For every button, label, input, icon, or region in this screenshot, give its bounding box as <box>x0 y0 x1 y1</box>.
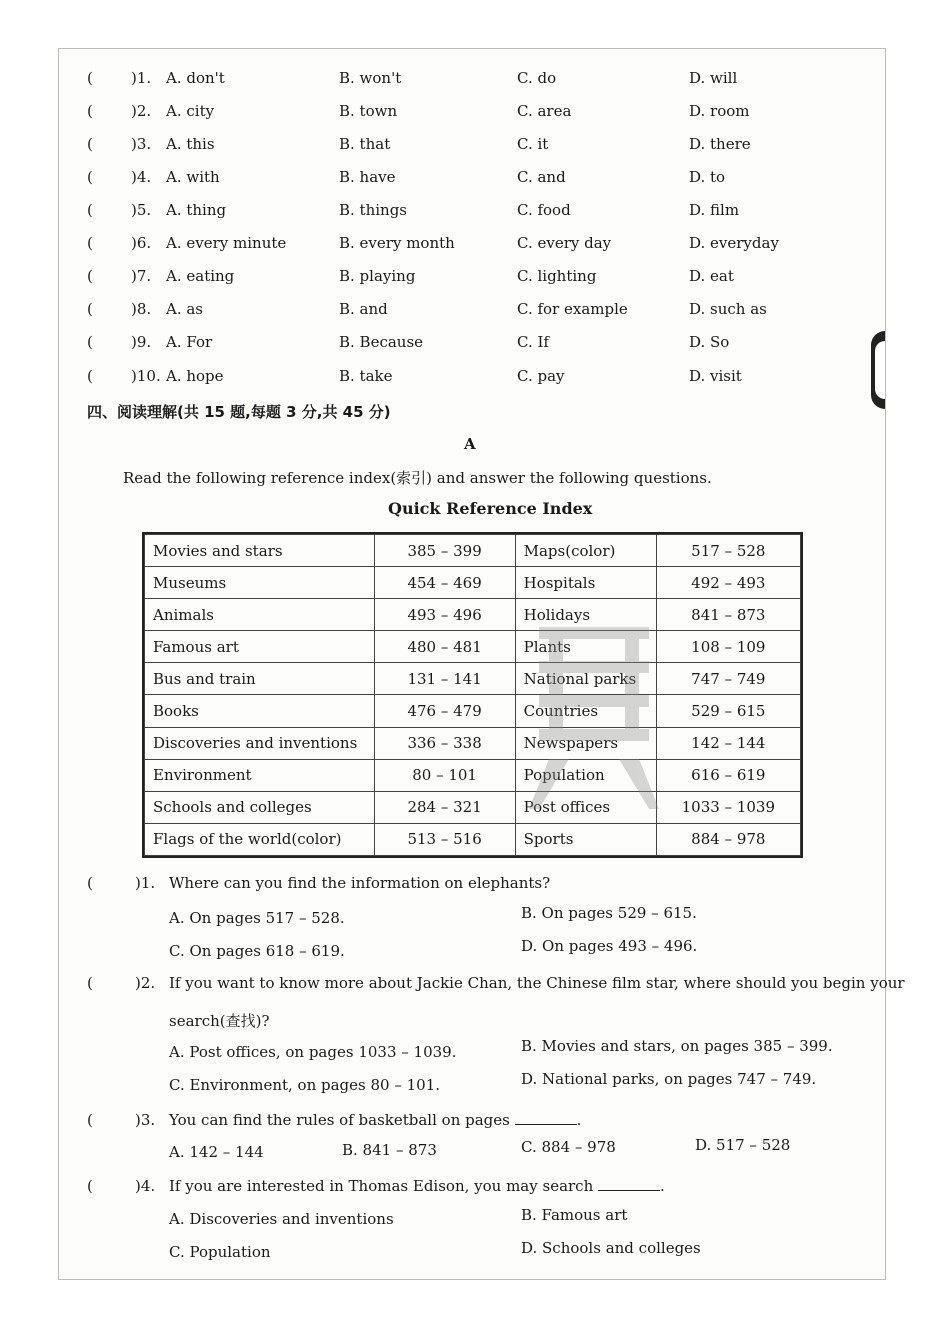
topic-cell: Hospitals <box>515 567 656 599</box>
question-number: )2. <box>135 974 156 992</box>
stem-end: . <box>660 1177 665 1195</box>
option-c: C. it <box>517 135 549 153</box>
question-stem-line <box>169 1177 665 1195</box>
question-3 <box>59 1111 885 1135</box>
pages-cell: 142 – 144 <box>656 727 800 759</box>
table-row <box>145 599 801 631</box>
option-d: D. room <box>689 102 750 120</box>
question-number: )3. <box>131 135 152 153</box>
option-c: C. On pages 618 – 619. <box>169 942 345 960</box>
pages-cell: 841 – 873 <box>656 599 800 631</box>
option-a: A. this <box>166 135 215 153</box>
option-d: D. eat <box>689 267 734 285</box>
table-row <box>145 567 801 599</box>
option-d: D. National parks, on pages 747 – 749. <box>521 1070 817 1088</box>
answer-paren: ( <box>87 333 93 351</box>
option-b: B. 841 – 873 <box>342 1141 437 1159</box>
table-row <box>145 535 801 567</box>
pages-cell: 616 – 619 <box>656 759 800 791</box>
topic-cell: Environment <box>145 759 375 791</box>
option-c: C. Population <box>169 1243 271 1261</box>
option-c: C. every day <box>517 234 612 252</box>
option-b: B. every month <box>339 234 455 252</box>
reference-index-table <box>142 532 803 858</box>
option-d: D. film <box>689 201 740 219</box>
pages-cell: 1033 – 1039 <box>656 791 800 823</box>
table-row <box>145 631 801 663</box>
pages-cell: 493 – 496 <box>374 599 515 631</box>
section-title: 四、阅读理解(共 15 题,每题 3 分,共 45 分) <box>87 403 391 421</box>
topic-cell: Discoveries and inventions <box>145 727 375 759</box>
topic-cell: National parks <box>515 663 656 695</box>
table-row <box>145 727 801 759</box>
option-a: A. every minute <box>166 234 287 252</box>
question-number: )10. <box>131 367 161 385</box>
table-title: Quick Reference Index <box>388 499 593 518</box>
answer-paren: ( <box>87 367 93 385</box>
question-number: )4. <box>131 168 152 186</box>
topic-cell: Flags of the world(color) <box>145 823 375 855</box>
option-d: D. to <box>689 168 726 186</box>
question-number: )1. <box>135 874 156 892</box>
option-a: A. 142 – 144 <box>169 1143 264 1161</box>
pages-cell: 80 – 101 <box>374 759 515 791</box>
question-stem-continued: search(查找)? <box>169 1012 270 1030</box>
topic-cell: Countries <box>515 695 656 727</box>
option-b: B. town <box>339 102 398 120</box>
topic-cell: Bus and train <box>145 663 375 695</box>
question-number: )5. <box>131 201 152 219</box>
question-stem: If you want to know more about Jackie Chan, the Chinese film star, where should you begin your <box>169 974 905 992</box>
option-b: B. Movies and stars, on pages 385 – 399. <box>521 1037 833 1055</box>
option-a: A. On pages 517 – 528. <box>169 909 345 927</box>
option-c: C. 884 – 978 <box>521 1138 616 1156</box>
option-d: D. So <box>689 333 730 351</box>
question-number: )4. <box>135 1177 156 1195</box>
topic-cell: Plants <box>515 631 656 663</box>
option-d: D. will <box>689 69 738 87</box>
answer-paren: ( <box>87 234 93 252</box>
pages-cell: 492 – 493 <box>656 567 800 599</box>
topic-cell: Maps(color) <box>515 535 656 567</box>
table-row <box>145 759 801 791</box>
option-b: B. playing <box>339 267 416 285</box>
pages-cell: 284 – 321 <box>374 791 515 823</box>
option-a: A. Discoveries and inventions <box>169 1210 394 1228</box>
question-number: )7. <box>131 267 152 285</box>
option-d: D. On pages 493 – 496. <box>521 937 698 955</box>
topic-cell: Movies and stars <box>145 535 375 567</box>
option-a: A. Post offices, on pages 1033 – 1039. <box>169 1043 457 1061</box>
answer-paren: ( <box>87 300 93 318</box>
topic-cell: Famous art <box>145 631 375 663</box>
option-a: A. eating <box>166 267 235 285</box>
option-c: C. for example <box>517 300 628 318</box>
option-c: C. area <box>517 102 572 120</box>
option-a: A. hope <box>166 367 224 385</box>
option-d: D. there <box>689 135 751 153</box>
answer-paren: ( <box>87 267 93 285</box>
answer-paren: ( <box>87 135 93 153</box>
pages-cell: 513 – 516 <box>374 823 515 855</box>
option-c: C. If <box>517 333 549 351</box>
topic-cell: Newspapers <box>515 727 656 759</box>
answer-paren: ( <box>87 69 93 87</box>
answer-paren: ( <box>87 1111 93 1129</box>
answer-paren: ( <box>87 201 93 219</box>
stem-end: . <box>576 1111 582 1129</box>
question-1 <box>59 874 885 898</box>
pages-cell: 480 – 481 <box>374 631 515 663</box>
answer-blank <box>515 1111 577 1125</box>
topic-cell: Animals <box>145 599 375 631</box>
question-2 <box>59 974 905 998</box>
option-b: B. Because <box>339 333 424 351</box>
option-a: A. with <box>166 168 220 186</box>
option-a: A. thing <box>166 201 227 219</box>
answer-paren: ( <box>87 874 93 892</box>
pages-cell: 747 – 749 <box>656 663 800 695</box>
pages-cell: 476 – 479 <box>374 695 515 727</box>
option-b: B. and <box>339 300 388 318</box>
option-b: B. take <box>339 367 393 385</box>
option-c: C. pay <box>517 367 565 385</box>
question-4 <box>59 1177 885 1201</box>
option-c: C. and <box>517 168 566 186</box>
pages-cell: 517 – 528 <box>656 535 800 567</box>
question-number: )6. <box>131 234 152 252</box>
question-stem: Where can you find the information on elephants? <box>169 874 551 892</box>
table-row <box>145 791 801 823</box>
topic-cell: Museums <box>145 567 375 599</box>
answer-paren: ( <box>87 102 93 120</box>
topic-cell: Post offices <box>515 791 656 823</box>
option-b: B. that <box>339 135 391 153</box>
pages-cell: 336 – 338 <box>374 727 515 759</box>
topic-cell: Population <box>515 759 656 791</box>
pages-cell: 131 – 141 <box>374 663 515 695</box>
option-c: C. Environment, on pages 80 – 101. <box>169 1076 441 1094</box>
option-b: B. Famous art <box>521 1206 628 1224</box>
binding-hole-icon <box>871 331 885 409</box>
pages-cell: 385 – 399 <box>374 535 515 567</box>
table-row <box>145 663 801 695</box>
option-d: D. 517 – 528 <box>695 1136 791 1154</box>
pages-cell: 884 – 978 <box>656 823 800 855</box>
question-stem: If you are interested in Thomas Edison, you may search <box>169 1177 594 1195</box>
option-b: B. won't <box>339 69 402 87</box>
exam-page <box>58 48 905 1280</box>
instruction-text: Read the following reference index(索引) and answer the following questions. <box>123 469 712 487</box>
question-stem-line <box>169 1111 581 1129</box>
question-number: )1. <box>131 69 152 87</box>
question-number: )8. <box>131 300 152 318</box>
pages-cell: 529 – 615 <box>656 695 800 727</box>
passage-letter: A <box>464 435 476 453</box>
answer-paren: ( <box>87 168 93 186</box>
question-number: )9. <box>131 333 152 351</box>
option-a: A. city <box>166 102 215 120</box>
option-b: B. On pages 529 – 615. <box>521 904 697 922</box>
table-row <box>145 695 801 727</box>
option-b: B. have <box>339 168 396 186</box>
question-stem: You can find the rules of basketball on pages <box>169 1111 510 1129</box>
answer-paren: ( <box>87 1177 93 1195</box>
table-row <box>145 823 801 855</box>
topic-cell: Books <box>145 695 375 727</box>
option-d: D. Schools and colleges <box>521 1239 701 1257</box>
pages-cell: 454 – 469 <box>374 567 515 599</box>
option-d: D. visit <box>689 367 742 385</box>
answer-blank <box>598 1177 660 1191</box>
topic-cell: Sports <box>515 823 656 855</box>
question-number: )3. <box>135 1111 156 1129</box>
option-c: C. lighting <box>517 267 597 285</box>
topic-cell: Schools and colleges <box>145 791 375 823</box>
option-d: D. such as <box>689 300 767 318</box>
question-number: )2. <box>131 102 152 120</box>
option-a: A. don't <box>166 69 225 87</box>
option-a: A. as <box>166 300 204 318</box>
answer-paren: ( <box>87 974 93 992</box>
option-d: D. everyday <box>689 234 779 252</box>
option-b: B. things <box>339 201 408 219</box>
pages-cell: 108 – 109 <box>656 631 800 663</box>
topic-cell: Holidays <box>515 599 656 631</box>
option-c: C. food <box>517 201 571 219</box>
option-a: A. For <box>166 333 213 351</box>
option-c: C. do <box>517 69 557 87</box>
